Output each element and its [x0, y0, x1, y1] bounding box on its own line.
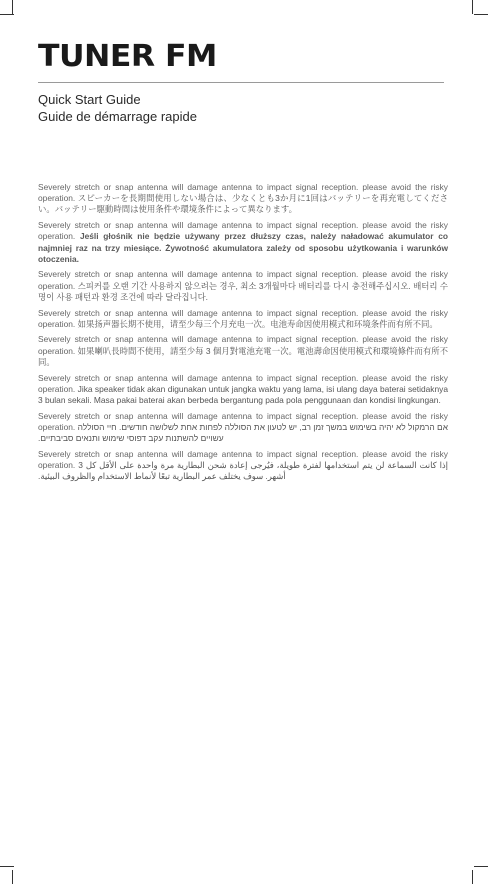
crop-mark	[0, 14, 14, 15]
note-english: Severely stretch or snap antenna will damage antenna to impact signal reception. please avoid the risky operation.	[38, 182, 448, 204]
note-english: Severely stretch or snap antenna will damage antenna to impact signal reception. please avoid the risky operation.	[38, 410, 448, 432]
title-divider	[38, 82, 444, 83]
crop-mark	[12, 0, 13, 14]
note-simplified-chinese: 如果扬声器长期不使用，请至少每三个月充电一次。电池寿命因使用模式和环境条件而有所不同。	[77, 318, 438, 329]
crop-mark	[472, 0, 473, 14]
note-indonesian: Jika speaker tidak akan digunakan untuk jangka waktu yang lama, isi ulang daya baterai setidaknya 3 bulan sekali. Masa pakai baterai akan berbeda bergantung pada pola penggunaan dan kondisi lingkungan.	[38, 383, 449, 405]
note-paragraph-zh-hans	[38, 308, 448, 330]
note-arabic: إذا كانت السماعة لن يتم استخدامها لفترة طويلة، فيُرجى إعادة شحن البطارية مرة واحدة على الأقل كل 3 أشهر. سوف يختلف عمر البطارية تبعًا لأنماط الاستخدام والظروف البيئية.	[38, 459, 448, 482]
note-paragraph-pl	[38, 220, 448, 265]
safety-notes	[38, 182, 448, 487]
crop-mark	[0, 866, 14, 867]
subtitle-english: Quick Start Guide	[38, 92, 141, 107]
note-english: Severely stretch or snap antenna will damage antenna to impact signal reception. please avoid the risky operation.	[38, 307, 448, 329]
note-paragraph-ja	[38, 182, 448, 216]
note-paragraph-id	[38, 373, 448, 407]
note-english: Severely stretch or snap antenna will damage antenna to impact signal reception. please avoid the risky operation.	[38, 269, 448, 291]
note-english: Severely stretch or snap antenna will damage antenna to impact signal reception. please avoid the risky operation.	[38, 334, 448, 356]
page-title: TUNER FM	[38, 39, 217, 74]
note-japanese: スピーカーを長期間使用しない場合は、少なくとも3か月に1回はバッテリーを再充電してください。バッテリー駆動時間は使用条件や環境条件によって異なります。	[38, 193, 449, 215]
crop-mark	[474, 866, 488, 867]
note-polish: Jeśli głośnik nie będzie używany przez dłuższy czas, należy naładować akumulator co najmniej raz na trzy miesiące. Żywotność akumulatora zależy od sposobu użytkowania i warunków otoczenia.	[38, 231, 449, 264]
subtitle-french: Guide de démarrage rapide	[38, 109, 197, 124]
crop-mark	[474, 14, 488, 15]
note-paragraph-ar	[38, 449, 448, 483]
note-paragraph-ko	[38, 269, 448, 303]
note-paragraph-zh-hant	[38, 334, 448, 368]
note-korean: 스피커를 오랜 기간 사용하지 않으려는 경우, 최소 3개월마다 배터리를 다시 충전해주십시오. 배터리 수명이 사용 패턴과 환경 조건에 따라 달라집니다.	[38, 280, 449, 302]
note-english: Severely stretch or snap antenna will damage antenna to impact signal reception. please avoid the risky operation.	[38, 220, 448, 242]
crop-mark	[12, 870, 13, 884]
note-hebrew: אם הרמקול לא יהיה בשימוש במשך זמן רב, יש לטעון את הסוללה לפחות אחת לשלושה חודשים. חיי הסוללה עשויים להשתנות עקב דפוסי שימוש ותנאים סביבתיים.	[38, 421, 448, 444]
note-english: Severely stretch or snap antenna will damage antenna to impact signal reception. please avoid the risky operation.	[38, 448, 448, 470]
crop-mark	[472, 870, 473, 884]
note-traditional-chinese: 如果喇叭長時間不使用，請至少每 3 個月對電池充電一次。電池壽命因使用模式和環境條件而有所不同。	[38, 345, 449, 367]
note-paragraph-he	[38, 411, 448, 445]
note-english: Severely stretch or snap antenna will damage antenna to impact signal reception. please avoid the risky operation.	[38, 372, 448, 394]
